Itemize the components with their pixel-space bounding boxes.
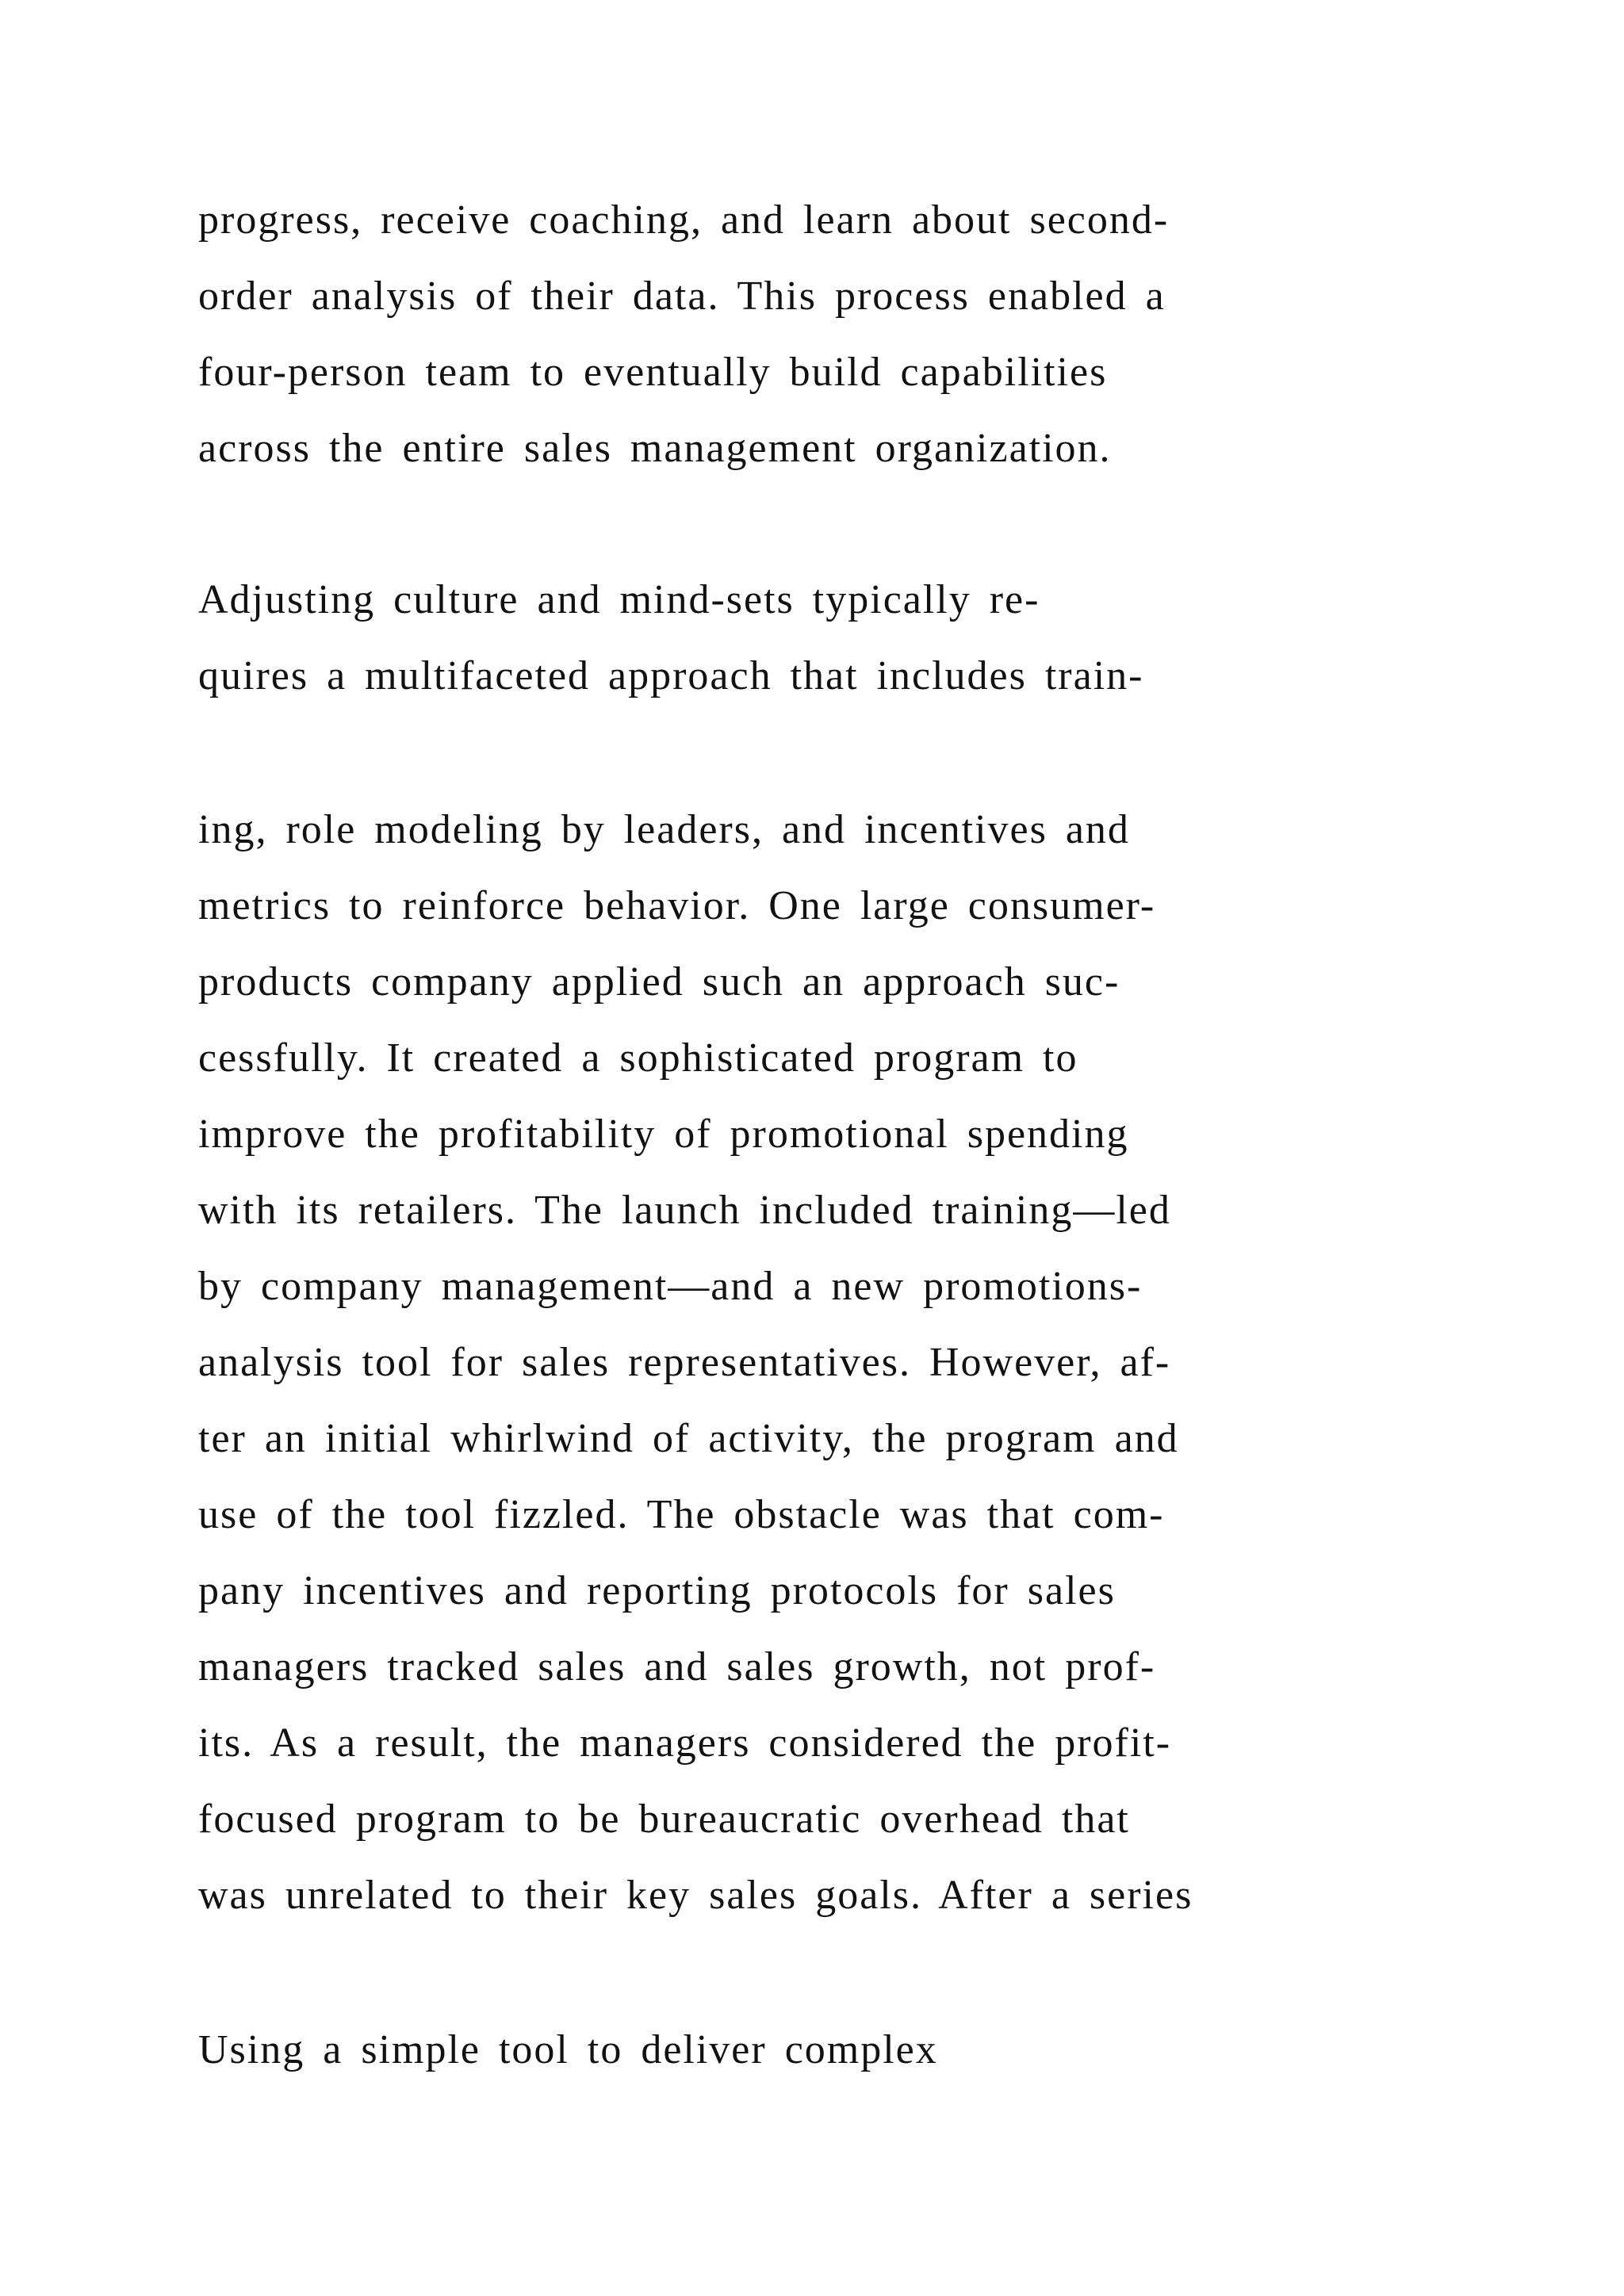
text-line: with its retailers. The launch included training—led (198, 1188, 1171, 1233)
text-line: progress, receive coaching, and learn about second- (198, 197, 1170, 243)
text-line: focused program to be bureaucratic overhead that (198, 1797, 1130, 1842)
text-line: improve the profitability of promotional spending (198, 1112, 1129, 1157)
text-line: order analysis of their data. This process enabled a (198, 274, 1166, 319)
text-line: analysis tool for sales representatives. However, af- (198, 1340, 1171, 1385)
text-line: ter an initial whirlwind of activity, the program and (198, 1416, 1179, 1461)
text-line: four-person team to eventually build capabilities (198, 350, 1108, 395)
text-line: cessfully. It created a sophisticated program to (198, 1035, 1078, 1081)
text-line: was unrelated to their key sales goals. After a series (198, 1873, 1193, 1918)
text-line: quires a multifaceted approach that includes train- (198, 653, 1144, 698)
text-line: by company management—and a new promotions- (198, 1264, 1143, 1309)
text-line: its. As a result, the managers considered the profit- (198, 1720, 1172, 1766)
text-line: products company applied such an approach suc- (198, 959, 1120, 1004)
text-line: ing, role modeling by leaders, and incentives and (198, 807, 1130, 852)
text-line: across the entire sales management organization. (198, 426, 1112, 471)
section-heading: Using a simple tool to deliver complex (198, 2027, 938, 2072)
text-line: pany incentives and reporting protocols for sales (198, 1568, 1116, 1613)
text-line: metrics to reinforce behavior. One large consumer- (198, 883, 1156, 928)
text-line: Adjusting culture and mind-sets typically re- (198, 577, 1040, 622)
text-line: use of the tool fizzled. The obstacle was that com- (198, 1492, 1165, 1537)
text-line: managers tracked sales and sales growth, not prof- (198, 1644, 1156, 1689)
